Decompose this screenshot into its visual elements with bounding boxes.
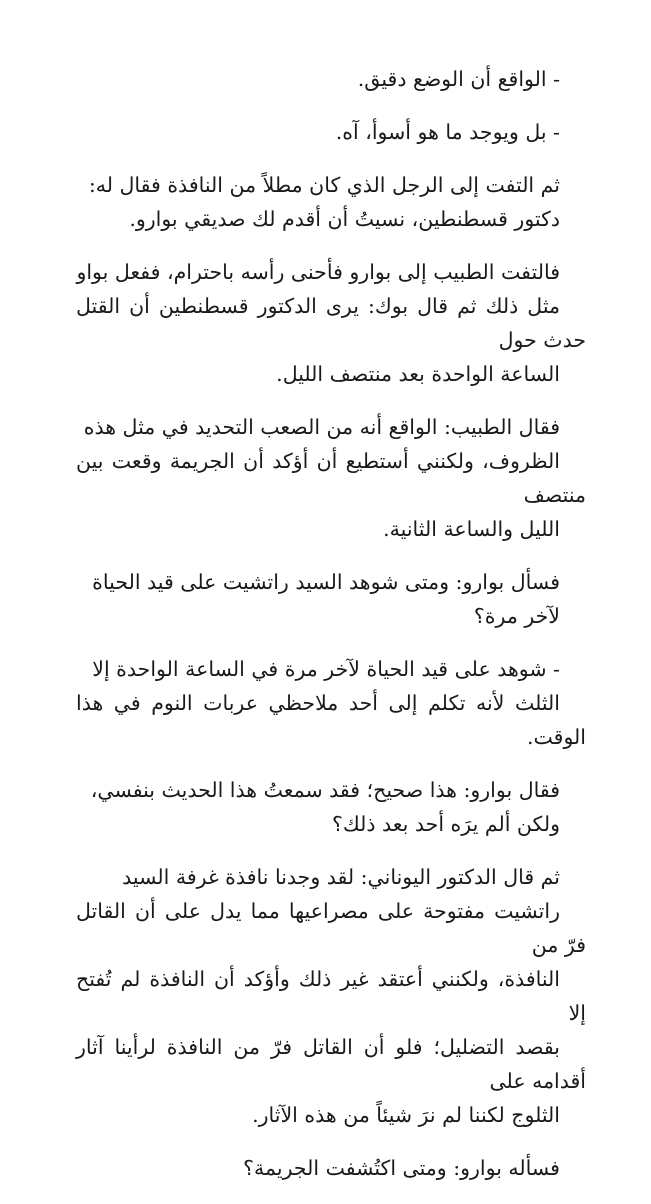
- text-line: بقصد التضليل؛ فلو أن القاتل فرّ من النافذة لرأينا آثار أقدامه على: [76, 1035, 586, 1093]
- text-line: لآخر مرة؟: [473, 604, 560, 628]
- text-line: - بل ويوجد ما هو أسوأ، آه.: [335, 120, 560, 144]
- text-line: مثل ذلك ثم قال بوك: يرى الدكتور قسطنطين أن القتل حدث حول: [76, 294, 586, 352]
- book-page: [76, 62, 586, 1204]
- text-line: دكتور قسطنطين، نسيتُ أن أقدم لك صديقي بوارو.: [129, 207, 560, 231]
- paragraph-10: [76, 1151, 586, 1185]
- text-line: الساعة الواحدة بعد منتصف الليل.: [276, 362, 560, 386]
- paragraph-6: [76, 565, 586, 633]
- text-line: - الواقع أن الوضع دقيق.: [357, 67, 560, 91]
- paragraph-2: [76, 115, 586, 149]
- text-line: فسأله بوارو: ومتى اكتُشفت الجريمة؟: [243, 1156, 560, 1180]
- text-line: فالتفت الطبيب إلى بوارو فأحنى رأسه باحترام، ففعل بواو: [76, 260, 560, 284]
- paragraph-7: [76, 652, 586, 754]
- paragraph-8: [76, 773, 586, 841]
- paragraph-9: [76, 860, 586, 1132]
- text-line: ثم قال الدكتور اليوناني: لقد وجدنا نافذة غرفة السيد: [122, 865, 560, 889]
- paragraph-4: [76, 255, 586, 391]
- text-line: النافذة، ولكنني أعتقد غير ذلك وأؤكد أن النافذة لم تُفتح إلا: [76, 967, 586, 1025]
- text-line: ولكن ألم يرَه أحد بعد ذلك؟: [331, 812, 560, 836]
- text-line: الثلث لأنه تكلم إلى أحد ملاحظي عربات النوم في هذا الوقت.: [76, 691, 586, 749]
- paragraph-3: [76, 168, 586, 236]
- text-line: فقال الطبيب: الواقع أنه من الصعب التحديد في مثل هذه: [83, 415, 560, 439]
- text-line: راتشيت مفتوحة على مصراعيها مما يدل على أن القاتل فرّ من: [76, 899, 586, 957]
- text-line: فقال بوارو: هذا صحيح؛ فقد سمعتُ هذا الحديث بنفسي،: [90, 778, 560, 802]
- text-line: ثم التفت إلى الرجل الذي كان مطلاً من النافذة فقال له:: [88, 173, 560, 197]
- paragraph-1: [76, 62, 586, 96]
- text-line: الليل والساعة الثانية.: [383, 517, 560, 541]
- text-line: الثلوج لكننا لم نرَ شيئاً من هذه الآثار.: [252, 1103, 560, 1127]
- paragraph-5: [76, 410, 586, 546]
- text-line: الظروف، ولكنني أستطيع أن أؤكد أن الجريمة وقعت بين منتصف: [76, 449, 586, 507]
- text-line: فسأل بوارو: ومتى شوهد السيد راتشيت على قيد الحياة: [92, 570, 560, 594]
- text-line: - شوهد على قيد الحياة لآخر مرة في الساعة الواحدة إلا: [92, 657, 560, 681]
